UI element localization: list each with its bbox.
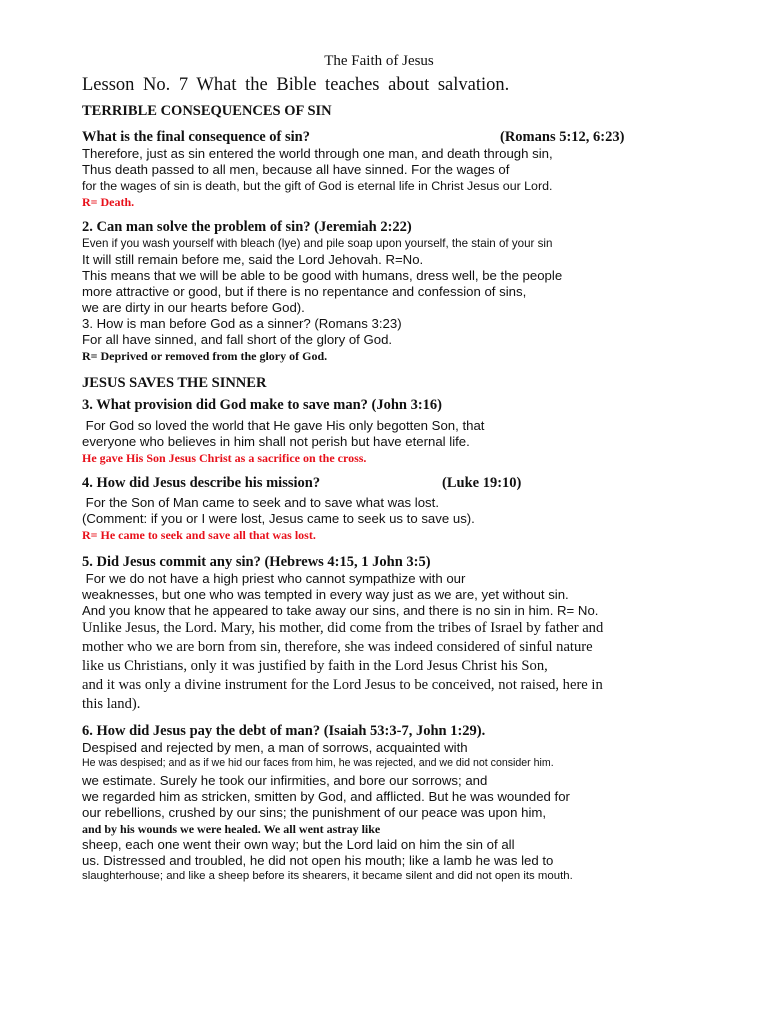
answer-text: R= Death. (82, 195, 135, 209)
answer-text: He gave His Son Jesus Christ as a sacrifice on the cross. (82, 451, 367, 465)
verse-line: Even if you wash yourself with bleach (lye) and pile soap upon yourself, the stain of your sin (82, 237, 553, 250)
bible-reference: (Romans 5:12, 6:23) (500, 129, 625, 145)
lesson-title: Lesson No. 7 What the Bible teaches about salvation. (82, 75, 510, 95)
verse-line: we are dirty in our hearts before God). (82, 300, 305, 315)
verse-line: our rebellions, crushed by our sins; the punishment of our peace was upon him, (82, 805, 547, 820)
verse-line: us. Distressed and troubled, he did not open his mouth; like a lamb he was led to (82, 853, 554, 868)
question-text: 6. How did Jesus pay the debt of man? (Isaiah 53:3-7, John 1:29). (82, 723, 486, 739)
document-page (82, 52, 766, 884)
question-heading (82, 723, 766, 740)
verse-line: for the wages of sin is death, but the gift of God is eternal life in Christ Jesus our Lord. (82, 179, 553, 193)
verse-line: And you know that he appeared to take away our sins, and there is no sin in him. R= No. (82, 603, 599, 618)
verse-line: For God so loved the world that He gave His only begotten Son, that (82, 418, 485, 433)
verse-line: 3. How is man before God as a sinner? (Romans 3:23) (82, 316, 402, 331)
section-heading: TERRIBLE CONSEQUENCES OF SIN (82, 103, 332, 119)
verse-line: For all have sinned, and fall short of the glory of God. (82, 332, 393, 347)
verse-line: we regarded him as stricken, smitten by God, and afflicted. But he was wounded for (82, 789, 570, 804)
question-text: 5. Did Jesus commit any sin? (Hebrews 4:15, 1 John 3:5) (82, 554, 431, 570)
commentary-line: and it was only a divine instrument for the Lord Jesus to be conceived, not raised, here in (82, 677, 603, 693)
bible-reference: (Luke 19:10) (442, 475, 522, 491)
verse-line: Therefore, just as sin entered the world through one man, and death through sin, (82, 146, 553, 161)
verse-line: This means that we will be able to be good with humans, dress well, be the people (82, 268, 563, 283)
verse-line: It will still remain before me, said the Lord Jehovah. R=No. (82, 252, 424, 267)
question-heading (82, 397, 766, 414)
question-heading (82, 475, 766, 492)
answer-text: R= He came to seek and save all that was lost. (82, 528, 316, 542)
question-heading (82, 219, 766, 236)
document-title: The Faith of Jesus (324, 53, 434, 69)
verse-line: we estimate. Surely he took our infirmities, and bore our sorrows; and (82, 773, 488, 788)
commentary-line: Unlike Jesus, the Lord. Mary, his mother, did come from the tribes of Israel by father and (82, 620, 604, 636)
question-heading (82, 554, 766, 571)
verse-line: weaknesses, but one who was tempted in every way just as we are, yet without sin. (82, 587, 569, 602)
verse-line: He was despised; and as if we hid our faces from him, he was rejected, and we did not consider him. (82, 757, 554, 769)
commentary-line: like us Christians, only it was justified by faith in the Lord Jesus Christ his Son, (82, 658, 548, 674)
verse-line: slaughterhouse; and like a sheep before its shearers, it became silent and did not open its mouth. (82, 870, 573, 882)
section-heading: JESUS SAVES THE SINNER (82, 375, 267, 391)
answer-text: R= Deprived or removed from the glory of God. (82, 349, 328, 363)
verse-line: Thus death passed to all men, because all have sinned. For the wages of (82, 162, 510, 177)
verse-line: Despised and rejected by men, a man of sorrows, acquainted with (82, 740, 468, 755)
verse-line: everyone who believes in him shall not perish but have eternal life. (82, 434, 470, 449)
question-text: 2. Can man solve the problem of sin? (Jeremiah 2:22) (82, 219, 412, 235)
verse-line: and by his wounds we were healed. We all went astray like (82, 822, 381, 836)
verse-line: more attractive or good, but if there is no repentance and confession of sins, (82, 284, 527, 299)
question-text: What is the final consequence of sin? (82, 129, 310, 145)
commentary-line: mother who we are born from sin, therefore, she was indeed considered of sinful nature (82, 639, 593, 655)
question-text: 3. What provision did God make to save man? (John 3:16) (82, 397, 443, 413)
question-heading (82, 129, 766, 146)
question-text: 4. How did Jesus describe his mission? (82, 475, 321, 491)
verse-line: For the Son of Man came to seek and to save what was lost. (82, 495, 439, 510)
verse-line: sheep, each one went their own way; but the Lord laid on him the sin of all (82, 837, 515, 852)
commentary-line: this land). (82, 696, 141, 712)
verse-line: For we do not have a high priest who cannot sympathize with our (82, 571, 466, 586)
verse-line: (Comment: if you or I were lost, Jesus came to seek us to save us). (82, 511, 475, 526)
